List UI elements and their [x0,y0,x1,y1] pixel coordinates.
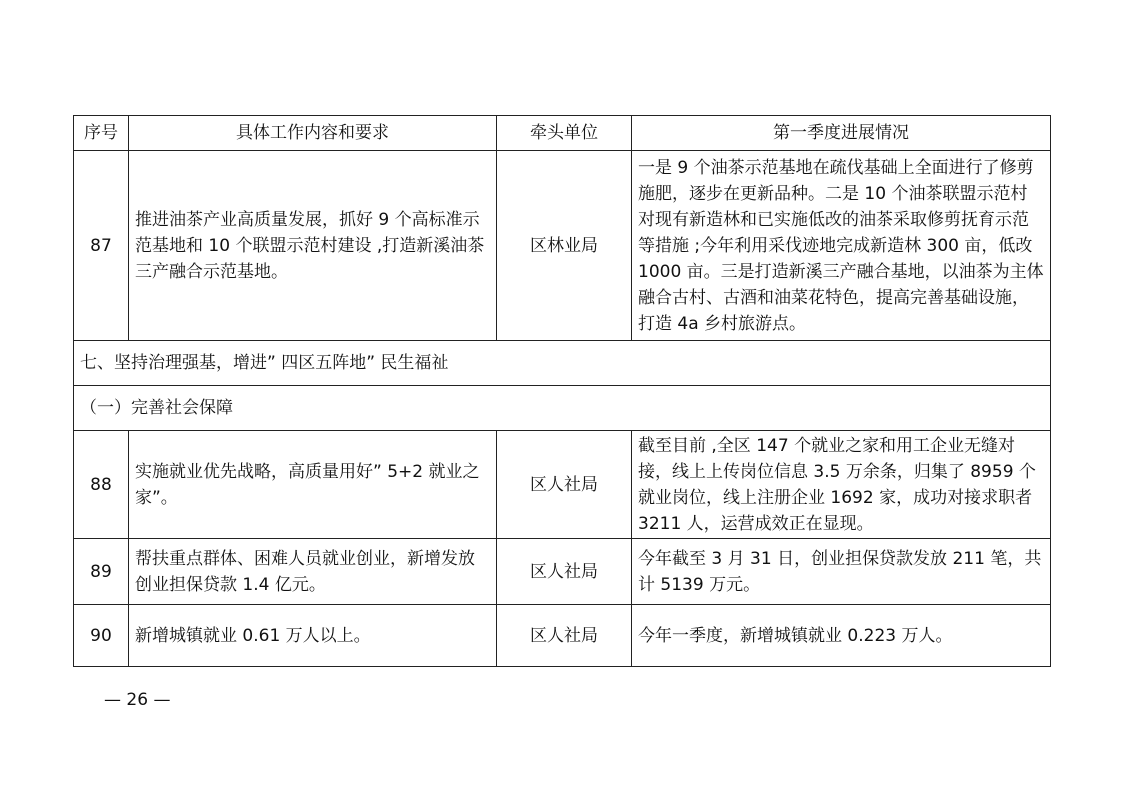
page-number: — 26 — [104,690,171,710]
subsection-heading: （一）完善社会保障 [74,386,1051,431]
row-progress: 截至目前 ,全区 147 个就业之家和用工企业无缝对接，线上上传岗位信息 3.5 万余条，归集了 8959 个就业岗位，线上注册企业 1692 家，成功对接求职者 3211 人，运营成效正在显现。 [632,431,1051,539]
row-content: 实施就业优先战略，高质量用好” 5+2 就业之家”。 [129,431,497,539]
header-number: 序号 [74,116,129,151]
section-heading: 七、坚持治理强基，增进” 四区五阵地” 民生福祉 [74,341,1051,386]
table-row [74,605,1051,667]
header-content: 具体工作内容和要求 [129,116,497,151]
table-header-row [74,116,1051,151]
row-number: 90 [74,605,129,667]
section-row [74,341,1051,386]
table-row [74,539,1051,605]
subsection-row [74,386,1051,431]
table-row [74,431,1051,539]
table-row [74,151,1051,341]
row-progress: 今年截至 3 月 31 日，创业担保贷款发放 211 笔，共计 5139 万元。 [632,539,1051,605]
row-lead-unit: 区人社局 [497,539,632,605]
row-content: 推进油茶产业高质量发展，抓好 9 个高标准示范基地和 10 个联盟示范村建设 ,打造新溪油茶三产融合示范基地。 [129,151,497,341]
header-lead-unit: 牵头单位 [497,116,632,151]
row-content: 帮扶重点群体、困难人员就业创业，新增发放创业担保贷款 1.4 亿元。 [129,539,497,605]
row-content: 新增城镇就业 0.61 万人以上。 [129,605,497,667]
row-lead-unit: 区林业局 [497,151,632,341]
header-progress: 第一季度进展情况 [632,116,1051,151]
row-lead-unit: 区人社局 [497,431,632,539]
row-progress: 今年一季度，新增城镇就业 0.223 万人。 [632,605,1051,667]
row-progress: 一是 9 个油茶示范基地在疏伐基础上全面进行了修剪施肥，逐步在更新品种。二是 10 个油茶联盟示范村对现有新造林和已实施低改的油茶采取修剪抚育示范等措施 ;今年利用采伐迹地完成新造林 300 亩，低改 1000 亩。三是打造新溪三产融合基地，以油茶为主体融合古村、古酒和油菜花特色，提高完善基础设施，打造 4a 乡村旅游点。 [632,151,1051,341]
row-number: 87 [74,151,129,341]
row-number: 89 [74,539,129,605]
row-number: 88 [74,431,129,539]
progress-table [73,115,1051,667]
row-lead-unit: 区人社局 [497,605,632,667]
